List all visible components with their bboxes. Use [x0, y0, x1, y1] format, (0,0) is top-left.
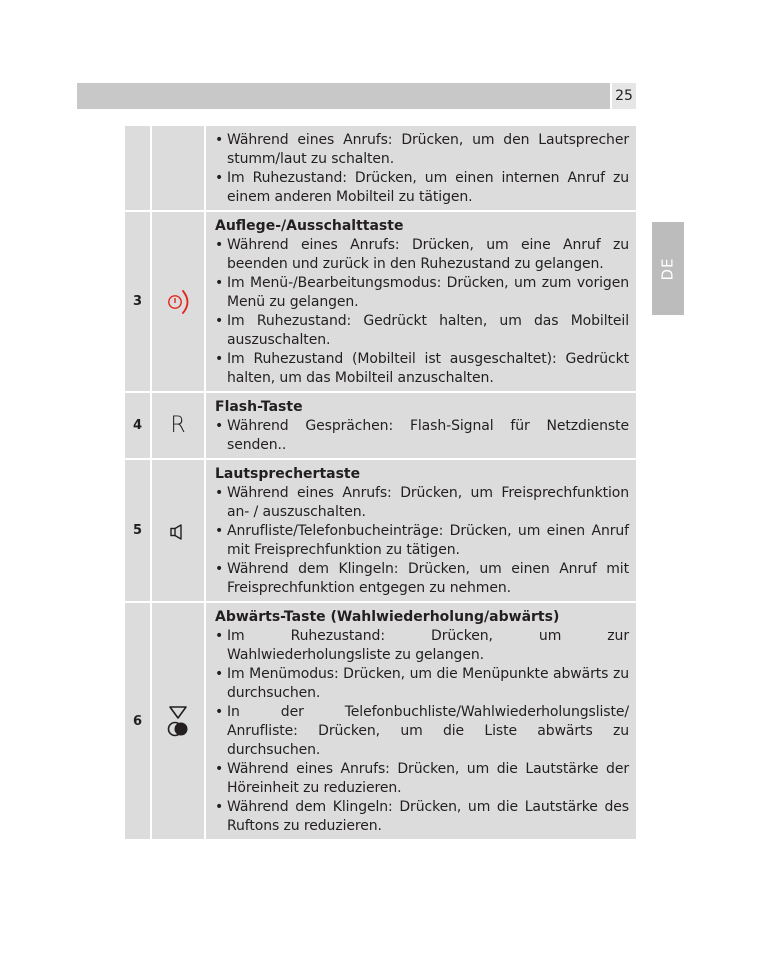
row-description	[206, 126, 636, 212]
language-tab-label: DE	[659, 256, 677, 281]
row-number	[125, 126, 152, 212]
list-item: • Im Menümodus: Drücken, um die Menüpunkte abwärts zu durchsuchen.	[215, 665, 629, 703]
item-list	[215, 236, 629, 388]
table-row	[125, 603, 636, 841]
row-icon-cell	[152, 126, 206, 212]
item-list	[215, 417, 629, 455]
table-row	[125, 126, 636, 212]
row-title: Auflege-/Ausschalttaste	[215, 218, 404, 234]
row-number: 4	[125, 393, 152, 460]
row-description	[206, 460, 636, 603]
table-row	[125, 212, 636, 393]
key-function-table	[125, 126, 636, 841]
list-item: • Während eines Anrufs: Drücken, um den Lautsprecher stumm/laut zu schalten.	[215, 131, 629, 169]
list-item: • Während eines Anrufs: Drücken, um die Lautstärke der Höreinheit zu reduzieren.	[215, 760, 629, 798]
table-row	[125, 460, 636, 603]
row-icon-cell	[152, 603, 206, 841]
row-number: 3	[125, 212, 152, 393]
list-item: • Im Ruhezustand: Drücken, um einen internen Anruf zu einem anderen Mobilteil zu tätigen.	[215, 169, 629, 207]
row-description	[206, 393, 636, 460]
list-item: • Im Ruhezustand (Mobilteil ist ausgeschaltet): Gedrückt halten, um das Mobilteil anzuschalten.	[215, 350, 629, 388]
header-bar	[77, 83, 610, 109]
list-item: • Im Ruhezustand: Gedrückt halten, um das Mobilteil auszuschalten.	[215, 312, 629, 350]
row-number: 5	[125, 460, 152, 603]
item-list	[215, 131, 629, 207]
row-description	[206, 212, 636, 393]
row-icon-cell	[152, 212, 206, 393]
flash-r-icon: R	[170, 413, 186, 438]
list-item: • Während eines Anrufs: Drücken, um Freisprechfunktion an- / auszuschalten.	[215, 484, 629, 522]
language-tab	[652, 222, 684, 315]
row-title: Lautsprechertaste	[215, 466, 361, 482]
item-list	[215, 484, 629, 598]
page-number: 25	[612, 83, 636, 109]
list-item: • In der Telefonbuchliste/Wahlwiederholungsliste/ Anrufliste: Drücken, um die Liste abwärts zu durchsuchen.	[215, 703, 629, 760]
row-title: Flash-Taste	[215, 399, 303, 415]
item-list	[215, 627, 629, 836]
list-item: • Während dem Klingeln: Drücken, um einen Anruf mit Freisprechfunktion entgegen zu nehmen.	[215, 560, 629, 598]
power-end-icon	[164, 291, 192, 310]
row-description	[206, 603, 636, 841]
row-icon-cell	[152, 393, 206, 460]
row-icon-cell	[152, 460, 206, 603]
list-item: • Während eines Anrufs: Drücken, um eine Anruf zu beenden und zurück in den Ruhezustand zu gelangen.	[215, 236, 629, 274]
table-row	[125, 393, 636, 460]
row-number: 6	[125, 603, 152, 841]
row-title: Abwärts-Taste (Wahlwiederholung/abwärts)	[215, 609, 560, 625]
down-redial-icon	[165, 711, 191, 730]
list-item: • Während Gesprächen: Flash-Signal für Netzdienste senden..	[215, 417, 629, 455]
list-item: • Im Menü-/Bearbeitungsmodus: Drücken, um zum vorigen Menü zu gelangen.	[215, 274, 629, 312]
list-item: • Im Ruhezustand: Drücken, um zur Wahlwiederholungsliste zu gelangen.	[215, 627, 629, 665]
list-item: • Während dem Klingeln: Drücken, um die Lautstärke des Ruftons zu reduzieren.	[215, 798, 629, 836]
speaker-icon	[169, 521, 187, 540]
list-item: • Anrufliste/Telefonbucheinträge: Drücken, um einen Anruf mit Freisprechfunktion zu tätigen.	[215, 522, 629, 560]
